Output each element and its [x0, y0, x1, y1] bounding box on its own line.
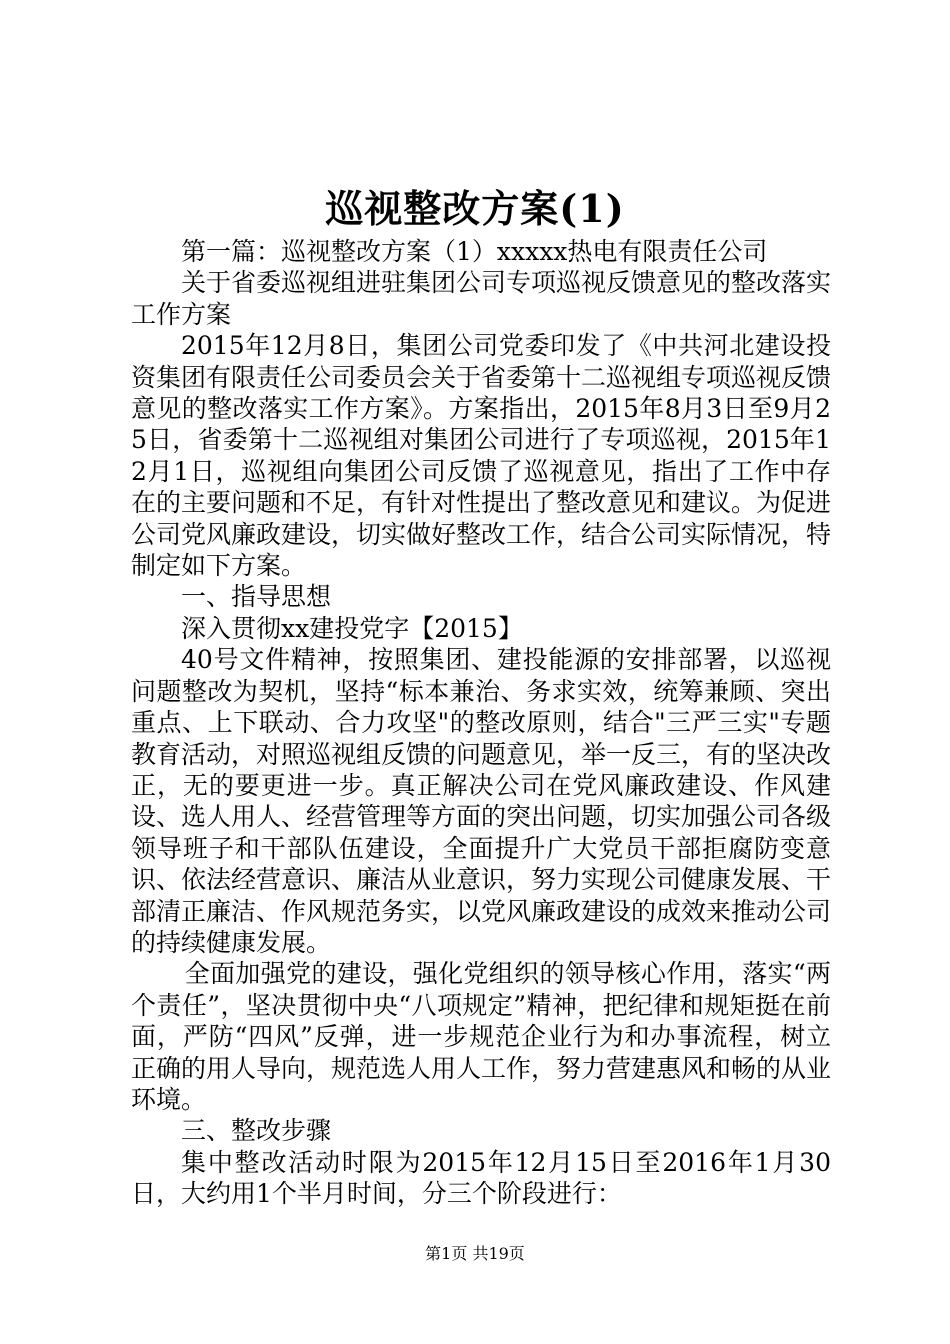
paragraph-plan-title: 关于省委巡视组进驻集团公司专项巡视反馈意见的整改落实工作方案 [131, 268, 832, 329]
section-heading-guiding-ideology: 一、指导思想 [181, 582, 332, 612]
paragraph-background: 2015年12月8日，集团公司党委印发了《中共河北建设投资集团有限责任公司委员会关于省委第十二巡视组专项巡视反馈意见的整改落实工作方案》。方案指出，2015年8月3日至9月25日，省委第十二巡视组对集团公司进行了专项巡视，2015年12月1日，巡视组向集团公司反馈了巡视意见，指出了工作中存在的主要问题和不足，有针对性提出了整改意见和建议。为促进公司党风廉政建设，切实做好整改工作，结合公司实际情况，特制定如下方案。 [131, 331, 832, 581]
paragraph-timeline: 集中整改活动时限为2015年12月15日至2016年1月30日，大约用1个半月时间，分三个阶段进行： [131, 1147, 831, 1209]
paragraph-article-heading: 第一篇：巡视整改方案（1）xxxxx热电有限责任公司 [181, 237, 768, 266]
page-footer: 第1页 共19页 [425, 1244, 525, 1263]
section-heading-rectification-steps: 三、整改步骤 [181, 1116, 332, 1146]
document-body [131, 236, 831, 1210]
paragraph-party-building: 全面加强党的建设，强化党组织的领导核心作用，落实“两个责任”，坚决贯彻中央“八项规定”精神，把纪律和规矩挺在前面，严防“四风”反弹，进一步规范企业行为和办事流程，树立正确的用人导向，规范选人用人工作，努力营建惠风和畅的从业环境。 [131, 959, 832, 1114]
document-title: 巡视整改方案(1) [325, 186, 625, 231]
paragraph-document-reference: 深入贯彻xx建投党字【2015】 [181, 613, 523, 643]
paragraph-guiding-principles: 40号文件精神，按照集团、建投能源的安排部署，以巡视问题整改为契机，坚持“标本兼治、务求实效，统筹兼顾、突出重点、上下联动、合力攻坚"的整改原则，结合"三严三实"专题教育活动，对照巡视组反馈的问题意见，举一反三，有的坚决改正，无的要更进一步。真正解决公司在党风廉政建设、作风建设、选人用人、经营管理等方面的突出问题，切实加强公司各级领导班子和干部队伍建设，全面提升广大党员干部拒腐防变意识、依法经营意识、廉洁从业意识，努力实现公司健康发展、干部清正廉洁、作风规范务实，以党风廉政建设的成效来推动公司的持续健康发展。 [131, 645, 832, 957]
